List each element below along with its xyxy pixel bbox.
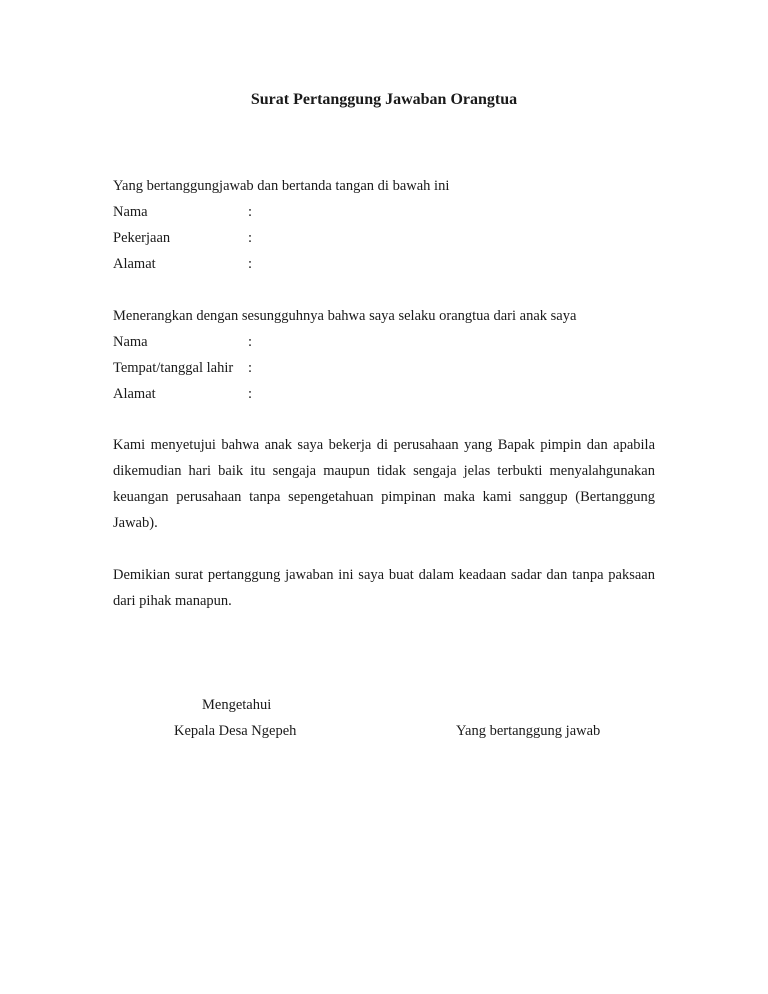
parent-field-address xyxy=(113,256,413,276)
village-head-label: Kepala Desa Ngepeh xyxy=(174,723,297,739)
parent-field-occupation xyxy=(113,230,413,250)
child-field-name xyxy=(113,334,413,354)
field-colon: : xyxy=(248,204,253,220)
field-label: Tempat/tanggal lahir xyxy=(113,360,234,376)
letter-title: Surat Pertanggung Jawaban Orangtua xyxy=(250,91,518,108)
field-label: Alamat xyxy=(113,256,156,272)
field-colon: : xyxy=(248,256,253,272)
field-colon: : xyxy=(248,334,253,350)
field-colon: : xyxy=(248,386,253,402)
parent-field-name xyxy=(113,204,413,224)
agreement-paragraph: Kami menyetujui bahwa anak saya bekerja di perusahaan yang Bapak pimpin dan apabila dikemudian hari baik itu sengaja maupun tidak sengaja jelas terbukti menyalahgunakan keuangan perusahaan tanpa sepengetahuan pimpinan maka kami sanggup (Bertanggung Jawab). xyxy=(113,437,655,531)
field-label: Nama xyxy=(113,334,148,350)
parent-intro: Yang bertanggungjawab dan bertanda tangan di bawah ini xyxy=(113,178,450,194)
field-label: Pekerjaan xyxy=(113,230,171,246)
field-colon: : xyxy=(248,360,253,376)
child-field-address xyxy=(113,386,413,406)
field-label: Alamat xyxy=(113,386,156,402)
acknowledged-label: Mengetahui xyxy=(202,697,272,713)
field-label: Nama xyxy=(113,204,148,220)
field-colon: : xyxy=(248,230,253,246)
child-field-birth xyxy=(113,360,413,380)
closing-paragraph: Demikian surat pertanggung jawaban ini saya buat dalam keadaan sadar dan tanpa paksaan dari pihak manapun. xyxy=(113,567,655,609)
child-intro: Menerangkan dengan sesungguhnya bahwa saya selaku orangtua dari anak saya xyxy=(113,308,577,324)
responsible-party-label: Yang bertanggung jawab xyxy=(456,723,601,739)
